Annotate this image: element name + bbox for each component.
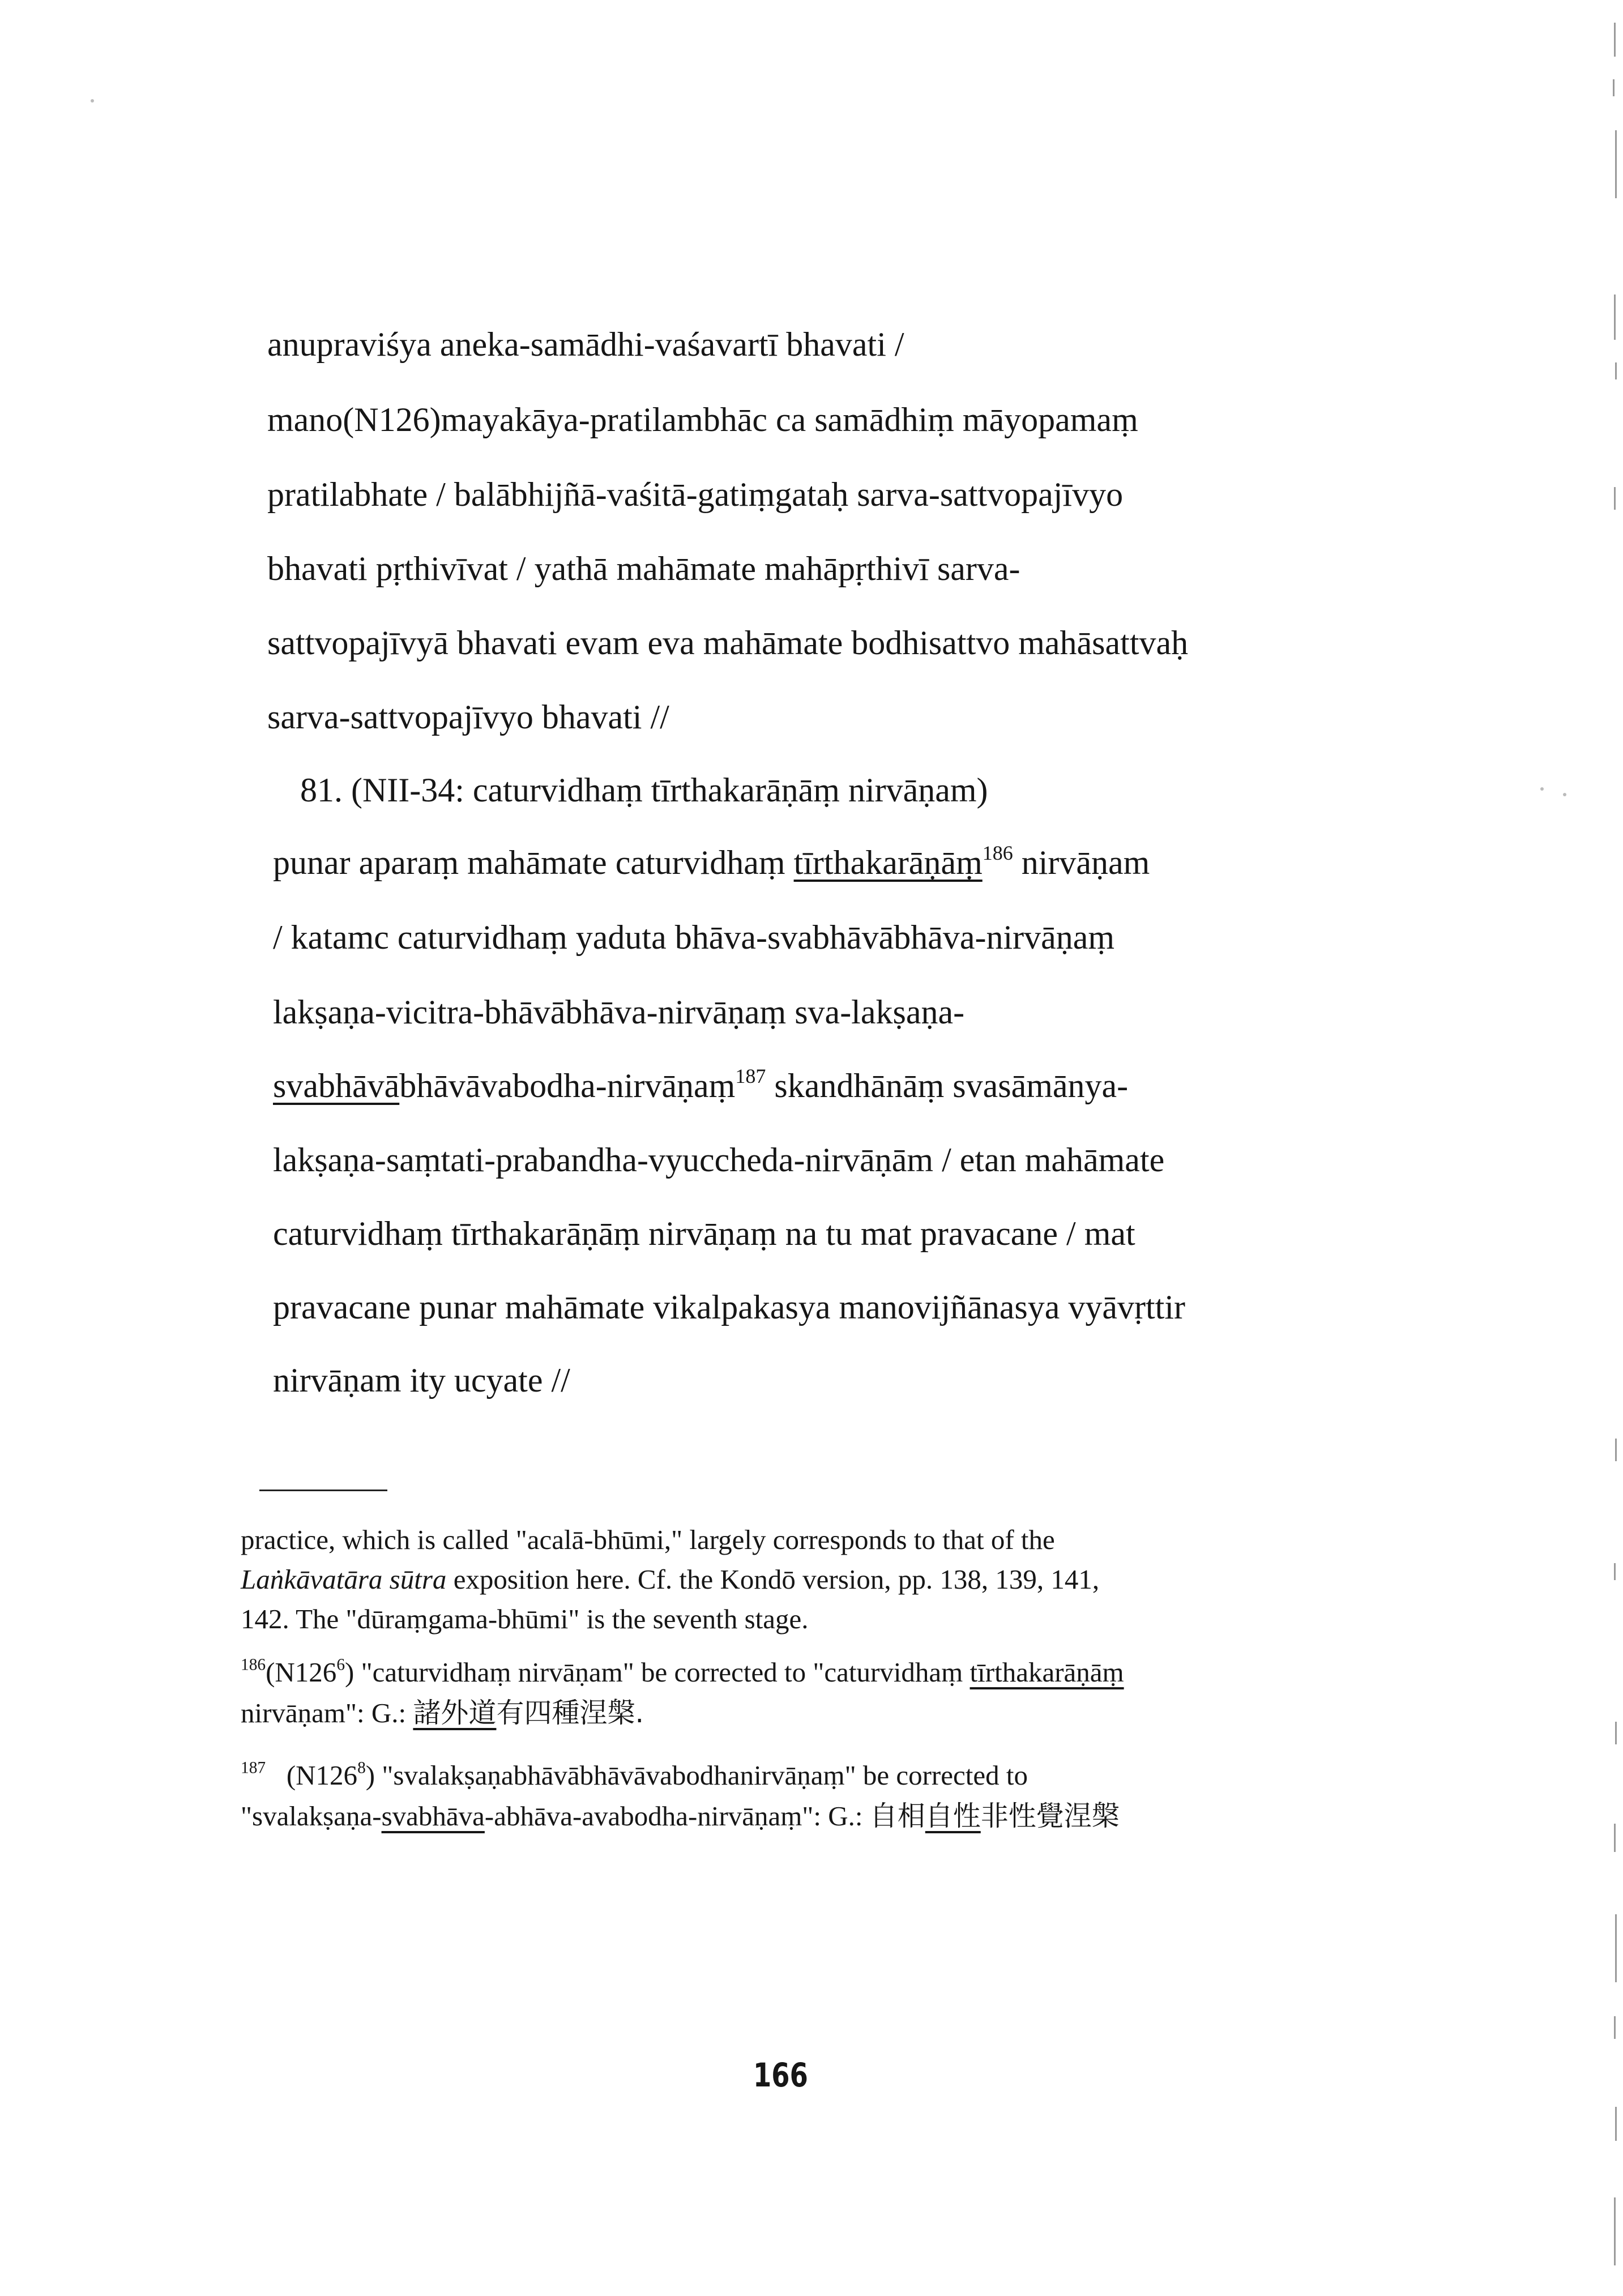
section-heading: 81. (NII-34: caturvidhaṃ tīrthakarāṇāṃ nirvāṇam) xyxy=(300,771,988,809)
footnote-number-186: 186 xyxy=(241,1655,266,1674)
footnote-187-line-2-mid: -abhāva-avabodha-nirvāṇaṃ": G.: 自相 xyxy=(484,1800,925,1832)
footnote-cont-line-2 xyxy=(241,1565,1317,1593)
footnote-186-text: ) "caturvidhaṃ nirvāṇam" be corrected to "caturvidhaṃ xyxy=(345,1657,970,1688)
footnote-cont-line-1: practice, which is called "acalā-bhūmi," largely corresponds to that of the xyxy=(241,1524,1055,1555)
footnote-186-ref-sup: 6 xyxy=(336,1655,345,1674)
footnote-187-line-1 xyxy=(241,1761,1317,1789)
para2-line-1-start: punar aparaṃ mahāmate caturvidhaṃ xyxy=(273,844,785,881)
scan-speck xyxy=(1563,793,1566,796)
body-line-2: mano(N126)mayakāya-pratilambhāc ca samādhiṃ māyopamaṃ xyxy=(267,401,1138,438)
scan-edge-mark xyxy=(1614,23,1616,57)
scan-speck xyxy=(1540,787,1544,791)
page-number: 166 xyxy=(753,2056,808,2094)
scan-speck xyxy=(91,99,94,103)
scan-edge-mark xyxy=(1614,2016,1616,2039)
footnote-186-line-2 xyxy=(241,1699,644,1727)
scan-edge-mark xyxy=(1614,295,1616,340)
para2-line-4-end: skandhānāṃ svasāmānya- xyxy=(766,1067,1129,1104)
title-italic: Laṅkāvatāra sūtra xyxy=(241,1564,447,1595)
cjk-text: 有四種涅槃. xyxy=(496,1697,644,1729)
para2-line-1 xyxy=(273,841,1318,881)
footnote-ref-187: 187 xyxy=(735,1064,766,1087)
body-line-5: sattvopajīvyā bhavati evam eva mahāmate bodhisattvo mahāsattvaḥ xyxy=(267,624,1189,662)
underlined-term: svabhāva xyxy=(381,1800,485,1832)
para2-line-4-mid: bhāvāvabodha-nirvāṇaṃ xyxy=(399,1067,736,1104)
cjk-underlined: 諸外道 xyxy=(413,1697,497,1729)
para2-line-6: caturvidhaṃ tīrthakarāṇāṃ nirvāṇaṃ na tu mat pravacane / mat xyxy=(273,1215,1135,1252)
body-line-1: anupraviśya aneka-samādhi-vaśavartī bhavati / xyxy=(267,326,904,363)
scan-edge-mark xyxy=(1615,362,1617,379)
para2-line-7: pravacane punar mahāmate vikalpakasya manovijñānasya vyāvṛttir xyxy=(273,1288,1185,1326)
para2-line-8: nirvāṇam ity ucyate // xyxy=(273,1362,570,1399)
footnote-number-187: 187 xyxy=(241,1759,266,1777)
footnote-186-line-2-text: nirvāṇam": G.: xyxy=(241,1697,413,1729)
scan-edge-mark xyxy=(1615,1722,1617,1744)
footnote-ref-186: 186 xyxy=(982,841,1013,864)
footnote-187-line-2 xyxy=(241,1802,1120,1830)
scan-edge-mark xyxy=(1613,79,1615,96)
scan-edge-mark xyxy=(1614,1563,1616,1580)
underlined-term: tīrthakarāṇāṃ xyxy=(793,844,983,881)
scan-edge-mark xyxy=(1614,2197,1616,2265)
footnote-separator xyxy=(259,1490,387,1491)
footnote-cont-line-3: 142. The "dūraṃgama-bhūmi" is the seventh stage. xyxy=(241,1603,809,1634)
para2-line-5: lakṣaṇa-saṃtati-prabandha-vyuccheda-nirvāṇām / etan mahāmate xyxy=(273,1141,1165,1179)
para2-line-1-end: nirvāṇam xyxy=(1013,844,1150,881)
footnote-187-line-2-start: "svalakṣaṇa- xyxy=(241,1800,382,1832)
footnote-cont-line-2-text: exposition here. Cf. the Kondō version, pp. 138, 139, 141, xyxy=(446,1564,1100,1595)
body-line-4: bhavati pṛthivīvat / yathā mahāmate mahāpṛthivī sarva- xyxy=(267,550,1020,587)
para2-line-4 xyxy=(273,1064,1318,1104)
footnote-187-text: ) "svalakṣaṇabhāvābhāvāvabodhanirvāṇaṃ" be corrected to xyxy=(365,1760,1028,1791)
scan-edge-mark xyxy=(1614,487,1616,510)
footnote-187-ref: (N126 xyxy=(286,1760,358,1791)
para2-line-3: lakṣaṇa-vicitra-bhāvābhāva-nirvāṇaṃ sva-lakṣaṇa- xyxy=(273,993,965,1031)
underlined-term: svabhāvā xyxy=(273,1067,400,1104)
body-line-3: pratilabhate / balābhijñā-vaśitā-gatiṃgataḥ sarva-sattvopajīvyo xyxy=(267,476,1124,513)
body-line-6: sarva-sattvopajīvyo bhavati // xyxy=(267,698,669,736)
scan-edge-mark xyxy=(1615,2107,1617,2141)
para2-line-2: / katamc caturvidhaṃ yaduta bhāva-svabhāvābhāva-nirvāṇaṃ xyxy=(273,919,1115,956)
underlined-term: tīrthakarāṇāṃ xyxy=(969,1657,1124,1688)
cjk-underlined: 自性 xyxy=(925,1800,981,1832)
footnote-186-ref: (N126 xyxy=(266,1657,337,1688)
scan-edge-mark xyxy=(1615,130,1617,198)
cjk-text: 非性覺涅槃 xyxy=(980,1800,1120,1832)
footnote-187-ref-sup: 8 xyxy=(357,1759,366,1777)
footnote-186-line-1 xyxy=(241,1655,1124,1688)
scan-edge-mark xyxy=(1615,1914,1617,1982)
scan-edge-mark xyxy=(1614,1824,1616,1852)
scan-edge-mark xyxy=(1615,1439,1617,1461)
